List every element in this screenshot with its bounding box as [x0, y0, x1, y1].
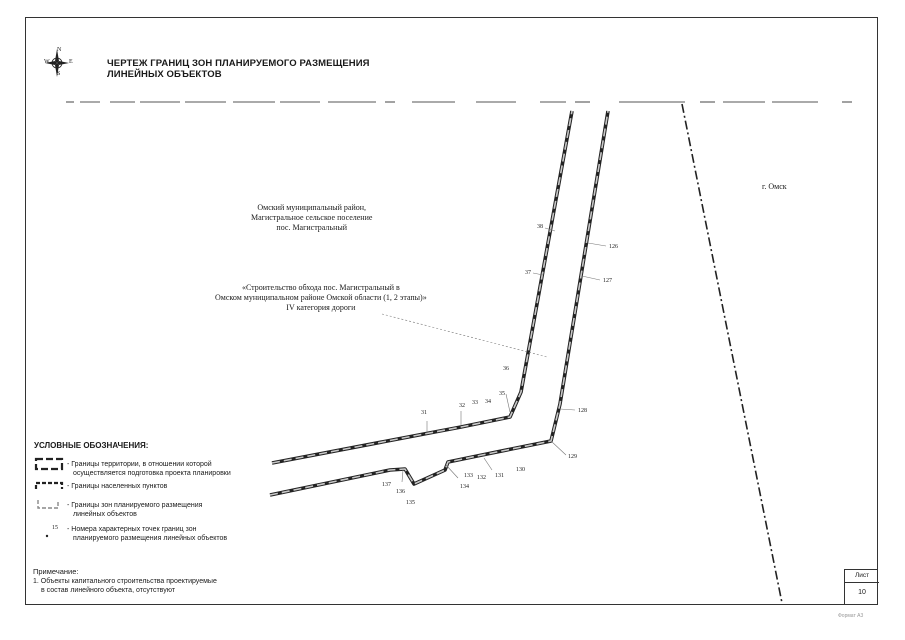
legend-item-text: осуществляется подготовка проекта планировки: [73, 470, 231, 477]
legend-item-text: - Границы территории, в отношении которой: [67, 461, 212, 468]
note-heading: Примечание:: [33, 567, 79, 576]
point-label: 37: [525, 270, 531, 276]
point-label: 33: [472, 400, 478, 406]
project-label-line1: «Строительство обхода пос. Магистральный в: [241, 283, 400, 292]
legend-item-planning-territory: [67, 460, 231, 478]
note-text: [33, 577, 217, 595]
point-label: 137: [382, 482, 391, 488]
city-label: г. Омск: [762, 182, 787, 191]
note-line1: 1. Объекты капитального строительства проектируемые: [33, 578, 217, 585]
drawing-title: [107, 58, 370, 80]
point-label: 134: [460, 484, 469, 490]
legend-symbols: [36, 459, 62, 537]
sheet-stamp-divider: [845, 582, 879, 583]
point-label: 126: [609, 244, 618, 250]
point-label: 32: [459, 403, 465, 409]
point-label: 31: [421, 410, 427, 416]
legend-item-point-numbers: [67, 525, 227, 543]
project-label: [215, 283, 427, 313]
point-label: 130: [516, 467, 525, 473]
point-label: 127: [603, 278, 612, 284]
settlement-boundary-omsk: [682, 104, 782, 603]
point-label: 132: [477, 475, 486, 481]
project-label-line2: Омском муниципальном районе Омской области (1, 2 этапы)»: [215, 293, 427, 302]
point-label: 34: [485, 399, 491, 405]
point-label: 36: [503, 366, 509, 372]
compass-west-label: W: [44, 59, 50, 65]
legend-item-text: планируемого размещения линейных объектов: [73, 535, 228, 542]
format-label: Формат А3: [838, 613, 864, 619]
note-line2: в состав линейного объекта, отсутствуют: [41, 587, 176, 594]
legend-item-text: линейных объектов: [73, 511, 137, 518]
sheet-stamp: [844, 569, 878, 605]
district-label-line2: Магистральное сельское поселение: [251, 213, 373, 222]
drawing-title-line1: ЧЕРТЕЖ ГРАНИЦ ЗОН ПЛАНИРУЕМОГО РАЗМЕЩЕНИЯ: [107, 58, 370, 69]
project-label-line3: IV категория дороги: [286, 303, 356, 312]
legend-point-number: 15: [52, 525, 58, 531]
point-label: 129: [568, 454, 577, 460]
point-label: 128: [578, 408, 587, 414]
compass-east-label: E: [69, 59, 73, 65]
sheet-stamp-label: Лист: [854, 572, 870, 579]
legend-item-settlement: [67, 482, 167, 491]
legend-item-zone-boundary: [67, 501, 202, 519]
legend-item-text: - Границы населенных пунктов: [67, 483, 168, 490]
compass-north-label: N: [57, 47, 62, 53]
point-label: 131: [495, 473, 504, 479]
legend-heading: УСЛОВНЫЕ ОБОЗНАЧЕНИЯ:: [34, 441, 149, 450]
district-label: [251, 203, 372, 233]
compass-south-label: S: [57, 71, 61, 77]
legend-item-text: - Границы зон планируемого размещения: [67, 502, 203, 509]
point-label: 38: [537, 224, 543, 230]
drawing-title-line2: ЛИНЕЙНЫХ ОБЪЕКТОВ: [107, 69, 222, 80]
point-leaders: [402, 228, 606, 482]
point-label: 136: [396, 489, 405, 495]
legend-item-text: - Номера характерных точек границ зон: [67, 526, 197, 533]
district-label-line3: пос. Магистральный: [276, 223, 348, 232]
point-label: 133: [464, 473, 473, 479]
point-label: 135: [406, 500, 415, 506]
district-label-line1: Омский муниципальный район,: [257, 203, 367, 212]
sheet-number: 10: [858, 589, 866, 596]
project-leader-line: [382, 314, 547, 357]
point-label: 35: [499, 391, 505, 397]
